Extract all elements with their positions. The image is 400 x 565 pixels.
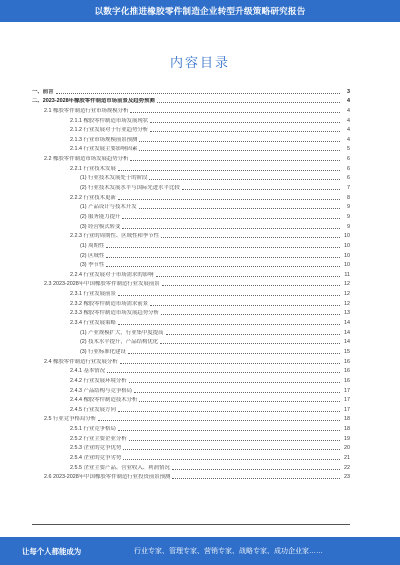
toc-entry-text: 2.5.1 行业竞争格局	[70, 426, 116, 433]
toc-entry-page: 10	[344, 242, 350, 249]
toc-leader-dots	[150, 131, 340, 132]
toc-entry-page: 7	[347, 185, 350, 192]
toc-leader-dots	[160, 343, 340, 344]
toc-entry-page: 4	[347, 136, 350, 143]
toc-entry[interactable]	[32, 461, 350, 471]
toc-entry-page: 17	[344, 397, 350, 404]
toc-entry-page: 16	[344, 368, 350, 375]
toc-leader-dots	[122, 228, 340, 229]
toc-leader-dots	[118, 295, 340, 296]
toc-entry[interactable]	[32, 152, 350, 162]
toc-leader-dots	[123, 459, 340, 460]
toc-entry-page: 3	[347, 88, 350, 95]
toc-entry[interactable]	[32, 259, 350, 269]
toc-entry-text: 2.2.3 行业的周期性、区域性和季节性	[70, 233, 159, 240]
footer-tagline: 行业专家、管理专家、营销专家、战略专家、成功企业家……	[134, 548, 323, 555]
toc-entry-page: 16	[344, 377, 350, 384]
toc-entry-page: 4	[347, 107, 350, 114]
table-of-contents	[32, 85, 350, 480]
toc-leader-dots	[166, 334, 340, 335]
toc-entry-page: 6	[347, 165, 350, 172]
toc-entry-page: 22	[344, 464, 350, 471]
toc-entry-page: 15	[344, 348, 350, 355]
toc-entry-page: 4	[347, 117, 350, 124]
toc-entry-text: 2.5.3 企业的竞争优势	[70, 445, 122, 452]
toc-entry-page: 17	[344, 387, 350, 394]
toc-entry-page: 9	[347, 223, 350, 230]
toc-entry[interactable]	[32, 85, 350, 95]
toc-entry-text: 2.2.4 行业发展对于市场需求的影响	[70, 271, 154, 278]
toc-leader-dots	[106, 247, 340, 248]
toc-leader-dots	[150, 305, 340, 306]
toc-entry-text: 2.3.2 橡胶零件制造市场需求前景	[70, 300, 149, 307]
toc-entry[interactable]	[32, 403, 350, 413]
toc-entry[interactable]	[32, 365, 350, 375]
toc-leader-dots	[172, 478, 340, 479]
toc-entry[interactable]	[32, 394, 350, 404]
toc-entry[interactable]	[32, 278, 350, 288]
toc-leader-dots	[130, 112, 340, 113]
toc-entry-text: (2) 行业技术发展水平与国际先进水平比较	[80, 185, 180, 192]
bottom-rule	[32, 524, 350, 525]
toc-leader-dots	[106, 266, 340, 267]
report-title: 以数字化推进橡胶零件制造企业转型升级策略研究报告	[94, 6, 306, 16]
toc-entry[interactable]	[32, 220, 350, 230]
toc-entry-page: 6	[347, 156, 350, 163]
toc-entry-text: 2.1 橡胶零件制造行业市场规模分析	[44, 107, 129, 114]
toc-leader-dots	[139, 401, 340, 402]
toc-leader-dots	[118, 411, 340, 412]
toc-entry-page: 9	[347, 213, 350, 220]
toc-entry-text: 2.6 2023-2028年中国橡胶零件制造行业投资前景预测	[44, 474, 171, 481]
toc-leader-dots	[122, 218, 340, 219]
toc-leader-dots	[107, 372, 340, 373]
toc-entry[interactable]	[32, 230, 350, 240]
toc-leader-dots	[156, 276, 340, 277]
toc-entry[interactable]	[32, 307, 350, 317]
toc-leader-dots	[123, 449, 340, 450]
toc-entry-page: 19	[344, 435, 350, 442]
toc-entry-text: 2.1.3 行业市场规模前景预测	[70, 136, 138, 143]
toc-entry[interactable]	[32, 316, 350, 326]
toc-leader-dots	[172, 469, 340, 470]
toc-entry-page: 10	[344, 262, 350, 269]
toc-leader-dots	[139, 141, 340, 142]
toc-entry-text: 2.1.1 橡胶零件制造市场发展现状	[70, 117, 149, 124]
toc-entry-text: 2.2.2 行业技术更新	[70, 194, 116, 201]
toc-entry-text: 2.4.5 行业发展方向	[70, 406, 116, 413]
toc-entry-text: 2.5.4 企业的竞争劣势	[70, 454, 122, 461]
toc-entry-text: (2) 区域性	[80, 252, 105, 259]
toc-entry-page: 5	[347, 146, 350, 153]
toc-entry-text: 2.1.2 行业发展对于行业趋势分析	[70, 127, 149, 134]
toc-entry-text: (3) 季节性	[80, 262, 105, 269]
toc-entry-text: 2.5.5 企业主要产品、营业收入、利润情况	[70, 464, 170, 471]
toc-entry-page: 10	[344, 233, 350, 240]
toc-entry-page: 12	[344, 281, 350, 288]
toc-entry-text: 2.5 行业竞争格局分析	[44, 416, 97, 423]
toc-entry-text: 2.1.4 行业发展主要影响因素	[70, 146, 138, 153]
toc-entry-text: (2) 技术水平提升，产品结构优化	[80, 339, 159, 346]
report-header	[0, 0, 400, 22]
toc-entry-page: 6	[347, 175, 350, 182]
toc-entry[interactable]	[32, 249, 350, 259]
toc-leader-dots	[118, 170, 340, 171]
toc-leader-dots	[139, 208, 340, 209]
toc-leader-dots	[150, 122, 340, 123]
toc-entry[interactable]	[32, 143, 350, 153]
toc-entry-page: 11	[344, 271, 350, 278]
toc-entry[interactable]	[32, 239, 350, 249]
toc-leader-dots	[128, 353, 340, 354]
toc-entry[interactable]	[32, 162, 350, 172]
toc-entry[interactable]	[32, 471, 350, 481]
toc-entry[interactable]	[32, 345, 350, 355]
toc-entry[interactable]	[32, 326, 350, 336]
toc-entry-text: 二、2023-2028年橡胶零件制造市场前景及趋势预测	[32, 98, 155, 105]
toc-entry[interactable]	[32, 413, 350, 423]
toc-entry-text: 2.3.3 橡胶零件制造市场发展趋势分析	[70, 310, 159, 317]
toc-leader-dots	[182, 189, 340, 190]
toc-entry-text: (2) 服务能力提升	[80, 213, 121, 220]
toc-entry-page: 12	[344, 300, 350, 307]
toc-entry[interactable]	[32, 114, 350, 124]
toc-entry-page: 14	[344, 339, 350, 346]
report-footer	[0, 537, 400, 565]
toc-leader-dots	[118, 324, 340, 325]
toc-entry-text: 2.2.1 行业技术发展	[70, 165, 116, 172]
toc-entry-text: 2.4.4 橡胶零件制造技术分析	[70, 397, 138, 404]
toc-entry[interactable]	[32, 451, 350, 461]
footer-slogan: 让每个人都能成为	[22, 546, 82, 556]
toc-entry-page: 23	[344, 474, 350, 481]
toc-entry-page: 12	[344, 291, 350, 298]
toc-entry[interactable]	[32, 133, 350, 143]
toc-leader-dots	[118, 199, 340, 200]
toc-entry[interactable]	[32, 268, 350, 278]
toc-entry-text: 2.4.1 基本情况	[70, 368, 106, 375]
toc-leader-dots	[139, 150, 340, 151]
toc-leader-dots	[56, 93, 340, 94]
toc-entry-text: (1) 行业技术发展处于的阶段	[80, 175, 148, 182]
toc-entry-page: 18	[344, 426, 350, 433]
toc-entry-text: (3) 行业标准化建设	[80, 348, 126, 355]
toc-entry-text: (1) 产品设计与技术开发	[80, 204, 137, 211]
toc-leader-dots	[161, 237, 340, 238]
toc-entry-page: 21	[344, 454, 350, 461]
toc-leader-dots	[130, 160, 340, 161]
toc-leader-dots	[120, 363, 340, 364]
toc-entry[interactable]	[32, 442, 350, 452]
toc-entry-page: 17	[344, 406, 350, 413]
toc-entry[interactable]	[32, 181, 350, 191]
toc-entry-page: 8	[347, 194, 350, 201]
toc-leader-dots	[149, 179, 340, 180]
toc-entry-text: (1) 产业规模扩大，行业集中度提高	[80, 329, 164, 336]
toc-heading: 内容目录	[169, 55, 230, 70]
toc-leader-dots	[161, 314, 340, 315]
toc-entry[interactable]	[32, 384, 350, 394]
toc-entry[interactable]	[32, 172, 350, 182]
toc-entry-page: 14	[344, 329, 350, 336]
toc-leader-dots	[162, 285, 340, 286]
toc-entry[interactable]	[32, 336, 350, 346]
toc-entry-page: 14	[344, 320, 350, 327]
toc-entry-page: 16	[344, 358, 350, 365]
toc-leader-dots	[134, 392, 340, 393]
toc-leader-dots	[118, 430, 340, 431]
toc-entry-page: 18	[344, 416, 350, 423]
toc-entry-page: 9	[347, 204, 350, 211]
toc-entry-text: 2.4 橡胶零件制造行业发展分析	[44, 358, 118, 365]
toc-entry-text: (1) 周期性	[80, 242, 105, 249]
toc-entry[interactable]	[32, 210, 350, 220]
toc-entry[interactable]	[32, 422, 350, 432]
toc-leader-dots	[129, 382, 340, 383]
toc-entry-text: 2.5.2 行业主要企业分析	[70, 435, 127, 442]
toc-leader-dots	[129, 440, 340, 441]
toc-entry[interactable]	[32, 432, 350, 442]
toc-entry-page: 4	[347, 98, 350, 105]
toc-entry-text: 2.2 橡胶零件制造市场发展趋势分析	[44, 156, 129, 163]
toc-entry-text: 2.3 2023-2028年中国橡胶零件制造行业发展前景	[44, 281, 160, 288]
toc-entry[interactable]	[32, 287, 350, 297]
toc-entry-text: 2.3.1 行业发展前景	[70, 291, 116, 298]
toc-entry-text: 2.4.3 产品结构与竞争格局	[70, 387, 133, 394]
toc-entry-page: 10	[344, 252, 350, 259]
toc-entry[interactable]	[32, 297, 350, 307]
toc-entry[interactable]	[32, 95, 350, 105]
toc-leader-dots	[98, 420, 340, 421]
toc-leader-dots	[157, 102, 340, 103]
toc-entry[interactable]	[32, 374, 350, 384]
toc-entry[interactable]	[32, 201, 350, 211]
toc-entry-text: 2.3.4 行业发展策略	[70, 320, 116, 327]
toc-entry[interactable]	[32, 124, 350, 134]
toc-entry-page: 4	[347, 127, 350, 134]
toc-entry[interactable]	[32, 355, 350, 365]
toc-entry[interactable]	[32, 191, 350, 201]
toc-entry-text: 一、前言	[32, 88, 54, 95]
toc-entry-text: (3) 经营模式转变	[80, 223, 121, 230]
toc-entry-text: 2.4.2 行业发展环境分析	[70, 377, 127, 384]
toc-leader-dots	[106, 257, 340, 258]
toc-entry[interactable]	[32, 104, 350, 114]
toc-entry-page: 20	[344, 445, 350, 452]
toc-entry-page: 13	[344, 310, 350, 317]
